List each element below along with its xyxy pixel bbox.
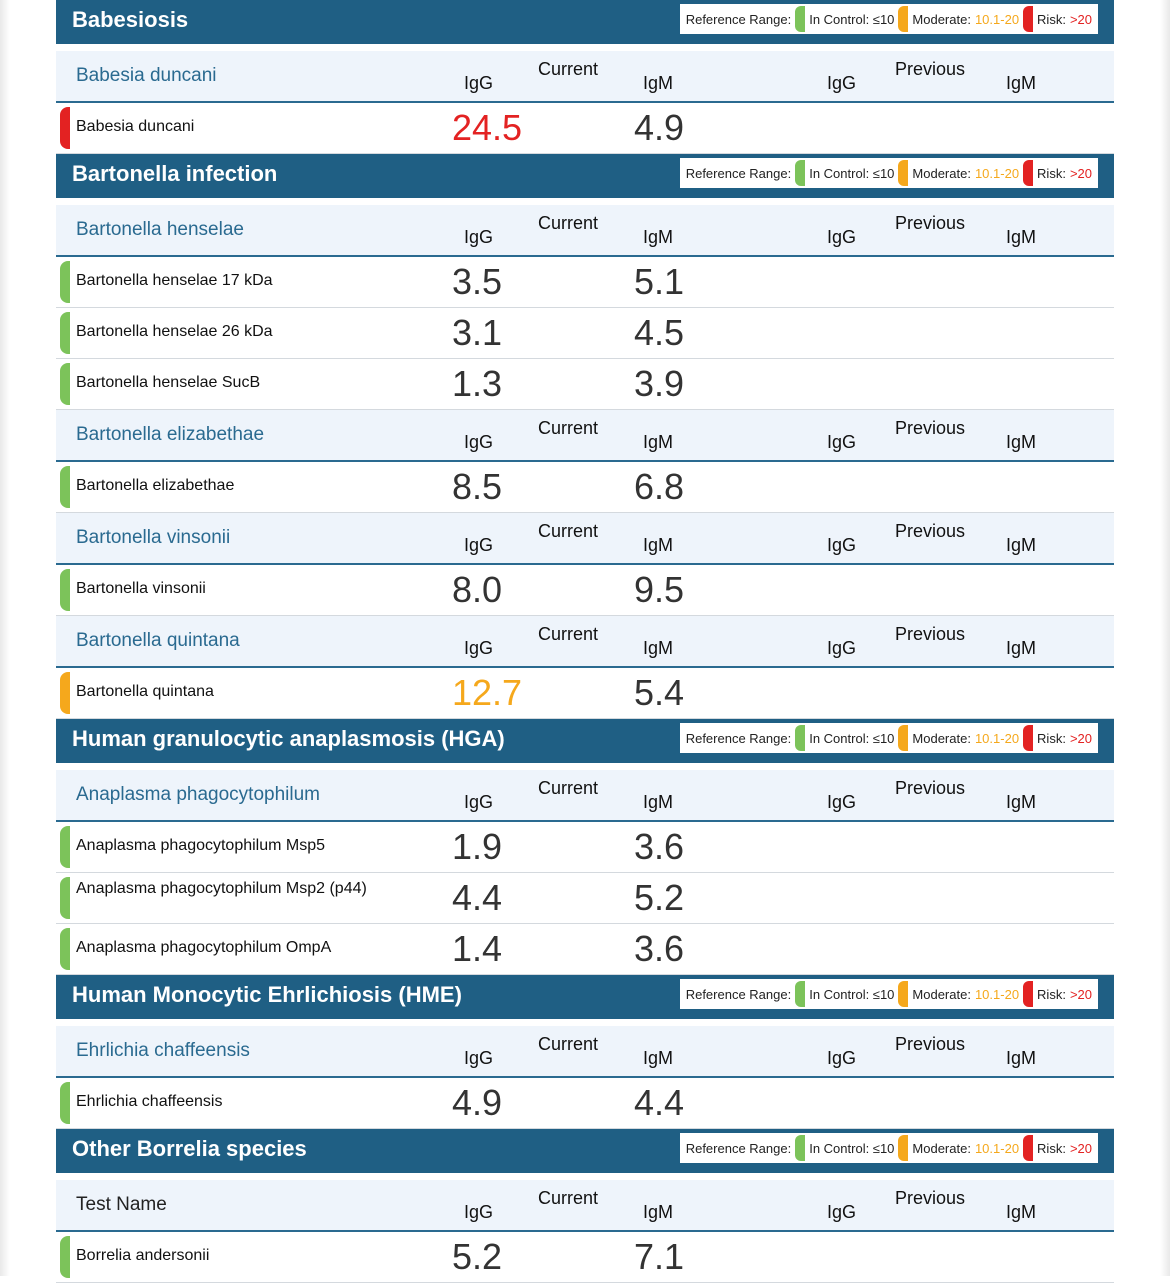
in-control-label: In Control: ≤10: [809, 730, 895, 746]
status-indicator: [60, 261, 70, 303]
in-control-indicator: [795, 725, 805, 751]
test-name: Anaplasma phagocytophilum Msp2 (p44): [76, 880, 367, 897]
moderate-label: Moderate:: [912, 1140, 971, 1156]
reference-range-legend: [680, 979, 1098, 1009]
current-igm-value: 5.1: [634, 261, 685, 302]
status-indicator: [60, 672, 70, 714]
risk-indicator: [1023, 160, 1033, 186]
group-name: Ehrlichia chaffeensis: [76, 1040, 250, 1061]
current-igg-value: 5.2: [452, 1236, 503, 1277]
test-row: [56, 462, 1114, 513]
current-igg-value: 4.9: [452, 1082, 503, 1123]
test-row: [56, 257, 1114, 308]
group-header: [56, 1180, 1114, 1232]
status-indicator: [60, 363, 70, 405]
previous-igg-label: IgG: [827, 227, 857, 247]
status-indicator: [60, 466, 70, 508]
reference-range-label: Reference Range:: [685, 11, 792, 27]
previous-column-label: Previous: [895, 1034, 966, 1054]
group-name: Bartonella henselae: [76, 219, 244, 240]
previous-column-label: Previous: [895, 1188, 966, 1208]
section-header: [56, 719, 1114, 770]
previous-igm-label: IgM: [1006, 792, 1037, 812]
previous-column-label: Previous: [895, 418, 966, 438]
current-igg-label: IgG: [464, 792, 494, 812]
current-igg-value: 1.3: [452, 363, 503, 404]
test-name: Bartonella henselae 17 kDa: [76, 272, 273, 289]
risk-indicator: [1023, 6, 1033, 32]
test-row: [56, 308, 1114, 359]
previous-igm-label: IgM: [1006, 73, 1037, 93]
group-header: [56, 1026, 1114, 1078]
previous-column-label: Previous: [895, 624, 966, 644]
section-title: Human granulocytic anaplasmosis (HGA): [72, 726, 505, 751]
current-igg-label: IgG: [464, 73, 494, 93]
group-header: [56, 410, 1114, 462]
moderate-label: Moderate:: [912, 986, 971, 1002]
current-igg-value: 4.4: [452, 877, 503, 918]
test-name: Bartonella vinsonii: [76, 580, 206, 597]
current-igm-label: IgM: [643, 432, 674, 452]
moderate-value: 10.1-20: [974, 11, 1020, 27]
current-column-label: Current: [538, 59, 599, 79]
group-name: Babesia duncani: [76, 65, 217, 86]
moderate-indicator: [898, 725, 908, 751]
group-header: [56, 616, 1114, 668]
reference-range-legend: [680, 723, 1098, 753]
section-title: Human Monocytic Ehrlichiosis (HME): [72, 982, 462, 1007]
current-igm-value: 5.4: [634, 672, 685, 713]
lab-report: [56, 0, 1114, 1283]
test-row: [56, 668, 1114, 719]
group-name: Bartonella vinsonii: [76, 527, 231, 548]
current-igg-value: 1.4: [452, 928, 503, 969]
current-column-label: Current: [538, 213, 599, 233]
in-control-indicator: [795, 6, 805, 32]
previous-column-label: Previous: [895, 778, 966, 798]
section-header: [56, 154, 1114, 205]
section-header: [56, 0, 1114, 51]
risk-value: >20: [1069, 165, 1092, 181]
current-igm-label: IgM: [643, 1048, 674, 1068]
current-igg-value: 8.5: [452, 466, 503, 507]
current-igm-value: 3.6: [634, 826, 685, 867]
status-indicator: [60, 312, 70, 354]
group-header: [56, 770, 1114, 822]
risk-value: >20: [1069, 1140, 1092, 1156]
previous-igg-label: IgG: [827, 792, 857, 812]
test-row: [56, 565, 1114, 616]
test-row: [56, 1232, 1114, 1283]
moderate-label: Moderate:: [912, 165, 971, 181]
section-title: Babesiosis: [72, 7, 189, 32]
current-igg-value: 24.5: [452, 107, 523, 148]
current-igm-value: 6.8: [634, 466, 685, 507]
test-name: Bartonella henselae 26 kDa: [76, 323, 273, 340]
status-indicator: [60, 877, 70, 919]
previous-igm-label: IgM: [1006, 1048, 1037, 1068]
current-igm-label: IgM: [643, 73, 674, 93]
test-name: Bartonella quintana: [76, 683, 214, 700]
test-name: Bartonella elizabethae: [76, 477, 235, 494]
test-row: [56, 1078, 1114, 1129]
previous-igm-label: IgM: [1006, 432, 1037, 452]
status-indicator: [60, 569, 70, 611]
status-indicator: [60, 826, 70, 868]
test-name: Bartonella henselae SucB: [76, 374, 261, 391]
current-igg-label: IgG: [464, 227, 494, 247]
current-igg-label: IgG: [464, 1202, 494, 1222]
group-name: Bartonella elizabethae: [76, 424, 265, 445]
test-row: [56, 873, 1114, 924]
current-igm-value: 5.2: [634, 877, 685, 918]
in-control-label: In Control: ≤10: [809, 1140, 895, 1156]
previous-column-label: Previous: [895, 59, 966, 79]
current-igg-label: IgG: [464, 1048, 494, 1068]
current-igm-label: IgM: [643, 792, 674, 812]
previous-column-label: Previous: [895, 521, 966, 541]
current-column-label: Current: [538, 1034, 599, 1054]
moderate-value: 10.1-20: [974, 165, 1020, 181]
risk-label: Risk:: [1037, 11, 1066, 27]
status-indicator: [60, 1082, 70, 1124]
in-control-indicator: [795, 981, 805, 1007]
reference-range-legend: [680, 158, 1098, 188]
test-row: [56, 822, 1114, 873]
current-igg-value: 12.7: [452, 672, 523, 713]
current-igm-value: 7.1: [634, 1236, 685, 1277]
in-control-indicator: [795, 160, 805, 186]
reference-range-label: Reference Range:: [685, 986, 792, 1002]
moderate-label: Moderate:: [912, 730, 971, 746]
risk-value: >20: [1069, 730, 1092, 746]
current-igm-label: IgM: [643, 1202, 674, 1222]
risk-label: Risk:: [1037, 730, 1066, 746]
risk-label: Risk:: [1037, 165, 1066, 181]
risk-indicator: [1023, 725, 1033, 751]
section-title: Bartonella infection: [72, 161, 278, 186]
current-igm-label: IgM: [643, 227, 674, 247]
reference-range-label: Reference Range:: [685, 1140, 792, 1156]
group-name: Anaplasma phagocytophilum: [76, 784, 320, 805]
section-header: [56, 975, 1114, 1026]
section-title: Other Borrelia species: [72, 1136, 307, 1161]
group-header: [56, 513, 1114, 565]
current-column-label: Current: [538, 624, 599, 644]
current-igm-value: 3.9: [634, 363, 685, 404]
section-header: [56, 1129, 1114, 1180]
current-igg-value: 3.5: [452, 261, 503, 302]
status-indicator: [60, 1236, 70, 1278]
current-igm-value: 3.6: [634, 928, 685, 969]
status-indicator: [60, 928, 70, 970]
current-igm-value: 4.4: [634, 1082, 685, 1123]
previous-igg-label: IgG: [827, 638, 857, 658]
current-igm-label: IgM: [643, 638, 674, 658]
moderate-label: Moderate:: [912, 11, 971, 27]
in-control-label: In Control: ≤10: [809, 165, 895, 181]
test-row: [56, 359, 1114, 410]
previous-igm-label: IgM: [1006, 227, 1037, 247]
moderate-indicator: [898, 981, 908, 1007]
moderate-value: 10.1-20: [974, 730, 1020, 746]
reference-range-label: Reference Range:: [685, 165, 792, 181]
test-name: Babesia duncani: [76, 118, 195, 135]
risk-indicator: [1023, 981, 1033, 1007]
test-name: Ehrlichia chaffeensis: [76, 1093, 223, 1110]
in-control-indicator: [795, 1135, 805, 1161]
risk-value: >20: [1069, 986, 1092, 1002]
current-column-label: Current: [538, 521, 599, 541]
previous-igg-label: IgG: [827, 1048, 857, 1068]
risk-value: >20: [1069, 11, 1092, 27]
moderate-value: 10.1-20: [974, 1140, 1020, 1156]
risk-label: Risk:: [1037, 1140, 1066, 1156]
previous-igm-label: IgM: [1006, 638, 1037, 658]
current-igg-value: 1.9: [452, 826, 503, 867]
reference-range-label: Reference Range:: [685, 730, 792, 746]
current-igg-value: 8.0: [452, 569, 503, 610]
page-edge-right: [1160, 0, 1170, 1276]
current-igm-label: IgM: [643, 535, 674, 555]
previous-igg-label: IgG: [827, 73, 857, 93]
reference-range-legend: [680, 1133, 1098, 1163]
group-name: Bartonella quintana: [76, 630, 240, 651]
page-edge-left: [0, 0, 10, 1276]
previous-igg-label: IgG: [827, 432, 857, 452]
test-row: [56, 924, 1114, 975]
group-name: Test Name: [76, 1194, 167, 1215]
group-header: [56, 51, 1114, 103]
risk-indicator: [1023, 1135, 1033, 1161]
moderate-indicator: [898, 6, 908, 32]
previous-igg-label: IgG: [827, 535, 857, 555]
group-header: [56, 205, 1114, 257]
current-igg-label: IgG: [464, 638, 494, 658]
status-indicator: [60, 107, 70, 149]
previous-column-label: Previous: [895, 213, 966, 233]
current-igg-value: 3.1: [452, 312, 503, 353]
in-control-label: In Control: ≤10: [809, 11, 895, 27]
current-column-label: Current: [538, 418, 599, 438]
test-name: Borrelia andersonii: [76, 1247, 210, 1264]
test-name: Anaplasma phagocytophilum OmpA: [76, 939, 332, 956]
current-column-label: Current: [538, 778, 599, 798]
moderate-indicator: [898, 160, 908, 186]
test-name: Anaplasma phagocytophilum Msp5: [76, 837, 326, 854]
previous-igm-label: IgM: [1006, 1202, 1037, 1222]
current-igm-value: 4.5: [634, 312, 685, 353]
current-igm-value: 4.9: [634, 107, 685, 148]
reference-range-legend: [680, 4, 1098, 34]
current-igg-label: IgG: [464, 432, 494, 452]
moderate-value: 10.1-20: [974, 986, 1020, 1002]
current-igg-label: IgG: [464, 535, 494, 555]
current-column-label: Current: [538, 1188, 599, 1208]
in-control-label: In Control: ≤10: [809, 986, 895, 1002]
test-row: [56, 103, 1114, 154]
previous-igm-label: IgM: [1006, 535, 1037, 555]
moderate-indicator: [898, 1135, 908, 1161]
risk-label: Risk:: [1037, 986, 1066, 1002]
current-igm-value: 9.5: [634, 569, 685, 610]
previous-igg-label: IgG: [827, 1202, 857, 1222]
